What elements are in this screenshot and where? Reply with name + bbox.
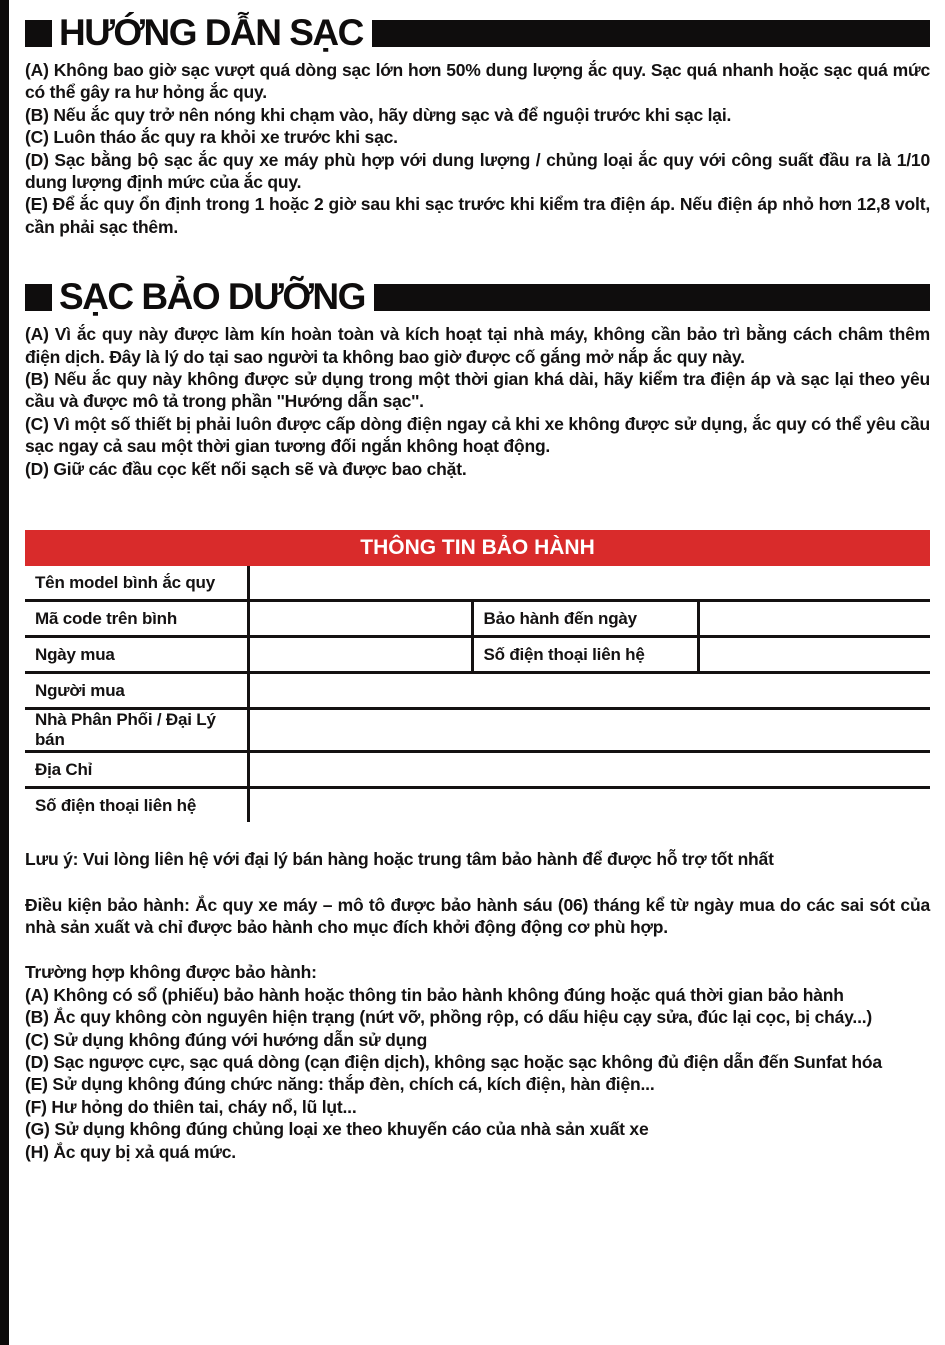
paragraph: (C) Vì một số thiết bị phải luôn được cấp dòng điện ngay cả khi xe không được sử dụng, ắc quy có thể yêu cầu sạc ngay cả sau một thời gian tương đối ngắn không hoạt động. — [25, 413, 930, 457]
charging-paragraphs — [25, 59, 930, 238]
paragraph: (D) Giữ các đầu cọc kết nối sạch sẽ và được bao chặt. — [25, 458, 467, 479]
title-bar-rule — [374, 284, 930, 311]
row-label: Tên model bình ắc quy — [25, 566, 248, 601]
exclusion-item: (E) Sử dụng không đúng chức năng: thắp đèn, chích cá, kích điện, hàn điện... — [25, 1074, 655, 1095]
paragraph: (E) Để ắc quy ổn định trong 1 hoặc 2 giờ sau khi sạc trước khi kiểm tra điện áp. Nếu điện áp nhỏ hơn 12,8 volt, cần phải sạc thêm. — [25, 194, 930, 237]
warranty-table — [25, 566, 930, 822]
maintenance-paragraphs — [25, 323, 930, 480]
row-label: Người mua — [25, 673, 248, 709]
exclusion-item: (F) Hư hỏng do thiên tai, cháy nổ, lũ lụt... — [25, 1096, 357, 1117]
row-value-cell — [248, 752, 930, 788]
exclusions-block — [25, 961, 930, 1163]
square-bullet-icon — [25, 20, 52, 47]
table-row — [25, 709, 930, 752]
row-label: Địa Chỉ — [25, 752, 248, 788]
paragraph: (A) Không bao giờ sạc vượt quá dòng sạc lớn hơn 50% dung lượng ắc quy. Sạc quá nhanh hoặc sạc quá mức có thể gây ra hư hỏng ắc quy. — [25, 60, 930, 103]
paragraph: (A) Vì ắc quy này được làm kín hoàn toàn và kích hoạt tại nhà máy, không cần bảo trì bằng cách châm thêm điện dịch. Đây là lý do tại sao người ta không bao giờ được cố gắng mở nắp ắc quy này. — [25, 324, 930, 367]
paragraph: (B) Nếu ắc quy này không được sử dụng trong một thời gian khá dài, hãy kiểm tra điện áp và sạc lại theo yêu cầu và được mô tả trong phần ''Hướng dẫn sạc''. — [25, 369, 930, 412]
row-value-cell — [248, 566, 930, 601]
exclusion-item: (B) Ắc quy không còn nguyên hiện trạng (nứt vỡ, phồng rộp, có dấu hiệu cạy sửa, đúc lại cọc, bị cháy...) — [25, 1007, 873, 1028]
row-value-cell — [248, 601, 472, 637]
table-row — [25, 637, 930, 673]
row-value-cell — [698, 601, 930, 637]
note-luu-y: Lưu ý: Vui lòng liên hệ với đại lý bán hàng hoặc trung tâm bảo hành để được hỗ trợ tốt nhất — [25, 849, 774, 870]
row-value-cell — [248, 637, 472, 673]
exclusion-item: (G) Sử dụng không đúng chủng loại xe theo khuyến cáo của nhà sản xuất xe — [25, 1119, 649, 1140]
table-row — [25, 788, 930, 823]
exclusion-item: (H) Ắc quy bị xả quá mức. — [25, 1141, 236, 1162]
exclusions-title: Trường hợp không được bảo hành: — [25, 962, 317, 983]
table-row — [25, 566, 930, 601]
row-label: Số điện thoại liên hệ — [472, 637, 698, 673]
row-label: Mã code trên bình — [25, 601, 248, 637]
section-title-charging: HƯỚNG DẪN SẠC — [59, 12, 363, 53]
note-dieu-kien: Điều kiện bảo hành: Ắc quy xe máy – mô tô được bảo hành sáu (06) tháng kể từ ngày mua do các sai sót của nhà sản xuất và chỉ được bảo hành cho mục đích khởi động động cơ phù hợp. — [25, 894, 930, 937]
exclusion-item: (A) Không có sổ (phiếu) bảo hành hoặc thông tin bảo hành không đúng hoặc quá thời gian bảo hành — [25, 984, 844, 1005]
row-value-cell — [248, 709, 930, 752]
row-value-cell — [248, 673, 930, 709]
section-header-charging — [25, 14, 930, 52]
row-label: Số điện thoại liên hệ — [25, 788, 248, 823]
exclusion-item: (D) Sạc ngược cực, sạc quá dòng (cạn điện dịch), không sạc hoặc sạc không đủ điện dẫn đến Sunfat hóa — [25, 1051, 882, 1072]
section-header-maintenance — [25, 278, 930, 316]
row-label: Ngày mua — [25, 637, 248, 673]
warranty-header-title: THÔNG TIN BẢO HÀNH — [360, 536, 595, 560]
title-bar-rule — [372, 20, 930, 47]
paragraph: (B) Nếu ắc quy trở nên nóng khi chạm vào, hãy dừng sạc và để nguội trước khi sạc lại. — [25, 104, 732, 125]
paragraph: (D) Sạc bằng bộ sạc ắc quy xe máy phù hợp với dung lượng / chủng loại ắc quy với công suất đầu ra là 1/10 dung lượng định mức của ắc quy. — [25, 149, 930, 193]
table-row — [25, 673, 930, 709]
table-row — [25, 752, 930, 788]
square-bullet-icon — [25, 284, 52, 311]
paragraph: (C) Luôn tháo ắc quy ra khỏi xe trước khi sạc. — [25, 127, 398, 148]
row-label: Bảo hành đến ngày — [472, 601, 698, 637]
row-value-cell — [248, 788, 930, 823]
row-label: Nhà Phân Phối / Đại Lý bán — [25, 709, 248, 752]
exclusion-item: (C) Sử dụng không đúng với hướng dẫn sử dụng — [25, 1029, 428, 1050]
table-row — [25, 601, 930, 637]
section-title-maintenance: SẠC BẢO DƯỠNG — [59, 276, 365, 318]
warranty-table-header — [25, 530, 930, 566]
row-value-cell — [698, 637, 930, 673]
